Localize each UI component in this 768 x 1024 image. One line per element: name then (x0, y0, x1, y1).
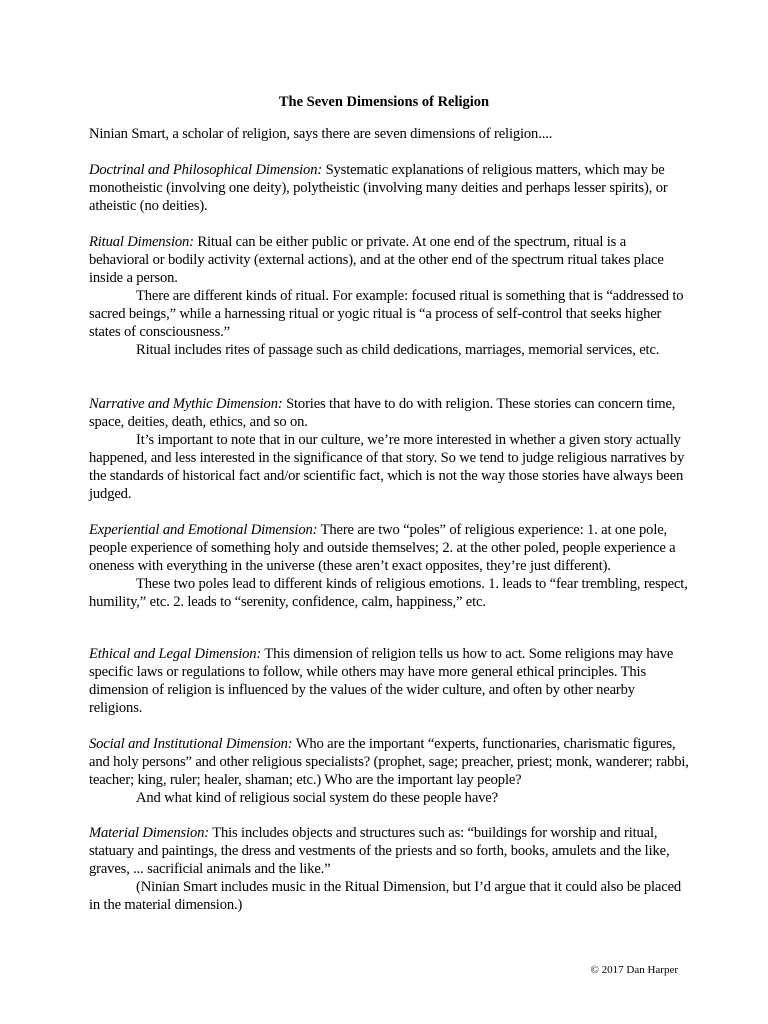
section-paragraph: It’s important to note that in our culture, we’re more interested in whether a given story actually happened, and less interested in the significance of that story. So we tend to judge religious narratives by the standards of historical fact and/or scientific fact, which is not the way those stories have always been judged. (89, 432, 685, 502)
document-title: The Seven Dimensions of Religion (278, 94, 490, 110)
section-paragraph (89, 824, 689, 878)
intro-paragraph: Ninian Smart, a scholar of religion, says there are seven dimensions of religion.... (89, 126, 553, 142)
section-paragraph (89, 735, 689, 789)
section-text: This dimension of religion tells us how to act. Some religions may have specific laws or regulations to follow, while others may have more general ethical principles. This dimension of religion is influenced by the values of the wider culture, and often by other nearby religions. (89, 646, 674, 716)
section-material (89, 824, 689, 914)
section-paragraph: There are different kinds of ritual. For example: focused ritual is something that is “addressed to sacred beings,” while a harnessing ritual or yogic ritual is “a process of self-control that seeks higher states of consciousness.” (89, 288, 684, 340)
section-text: Who are the important “experts, functionaries, charismatic figures, and holy persons” and other religious specialists? (prophet, sage; preacher, priest; monk, wanderer; rabbi, teacher; king, ruler; healer, shaman; etc.) Who are the important lay people? (89, 736, 689, 788)
intro-block (89, 125, 689, 143)
section-ethical (89, 645, 689, 717)
section-experiential (89, 521, 689, 611)
section-doctrinal (89, 161, 689, 215)
section-term: Doctrinal and Philosophical Dimension: (89, 162, 323, 178)
section-paragraph (89, 161, 689, 215)
section-ritual (89, 233, 689, 359)
section-paragraph (89, 645, 689, 717)
section-paragraph: And what kind of religious social system do these people have? (136, 790, 498, 806)
section-text: Systematic explanations of religious matters, which may be monotheistic (involving one deity), polytheistic (involving many deities and perhaps lesser spirits), or atheistic (no deities). (89, 162, 668, 214)
section-text: Stories that have to do with religion. These stories can concern time, space, deities, death, ethics, and so on. (89, 396, 676, 430)
section-paragraph (89, 395, 689, 431)
copyright-footer: © 2017 Dan Harper (590, 964, 678, 976)
section-text: There are two “poles” of religious experience: 1. at one pole, people experience of something holy and outside themselves; 2. at the other poled, people experience a oneness with everything in the universe (these aren’t exact opposites, they’re just different). (89, 522, 676, 574)
section-narrative (89, 395, 689, 503)
section-term: Ethical and Legal Dimension: (89, 646, 262, 662)
section-term: Ritual Dimension: (89, 234, 194, 250)
section-paragraph: These two poles lead to different kinds of religious emotions. 1. leads to “fear trembling, respect, humility,” etc. 2. leads to “serenity, confidence, calm, happiness,” etc. (89, 576, 688, 610)
section-text: Ritual can be either public or private. At one end of the spectrum, ritual is a behavioral or bodily activity (external actions), and at the other end of the spectrum ritual takes place inside a person. (89, 234, 664, 286)
section-social (89, 735, 689, 807)
section-paragraph (89, 233, 689, 287)
section-paragraph: (Ninian Smart includes music in the Ritual Dimension, but I’d argue that it could also be placed in the material dimension.) (89, 879, 682, 913)
section-text: This includes objects and structures such as: “buildings for worship and ritual, statuary and paintings, the dress and vestments of the priests and so forth, books, amulets and the like, graves, ... sacrificial animals and the like.” (89, 825, 670, 877)
section-term: Experiential and Emotional Dimension: (89, 522, 318, 538)
section-term: Narrative and Mythic Dimension: (89, 396, 283, 412)
section-term: Social and Institutional Dimension: (89, 736, 293, 752)
section-term: Material Dimension: (89, 825, 209, 841)
section-paragraph (89, 521, 689, 575)
section-paragraph: Ritual includes rites of passage such as child dedications, marriages, memorial services, etc. (136, 342, 660, 358)
